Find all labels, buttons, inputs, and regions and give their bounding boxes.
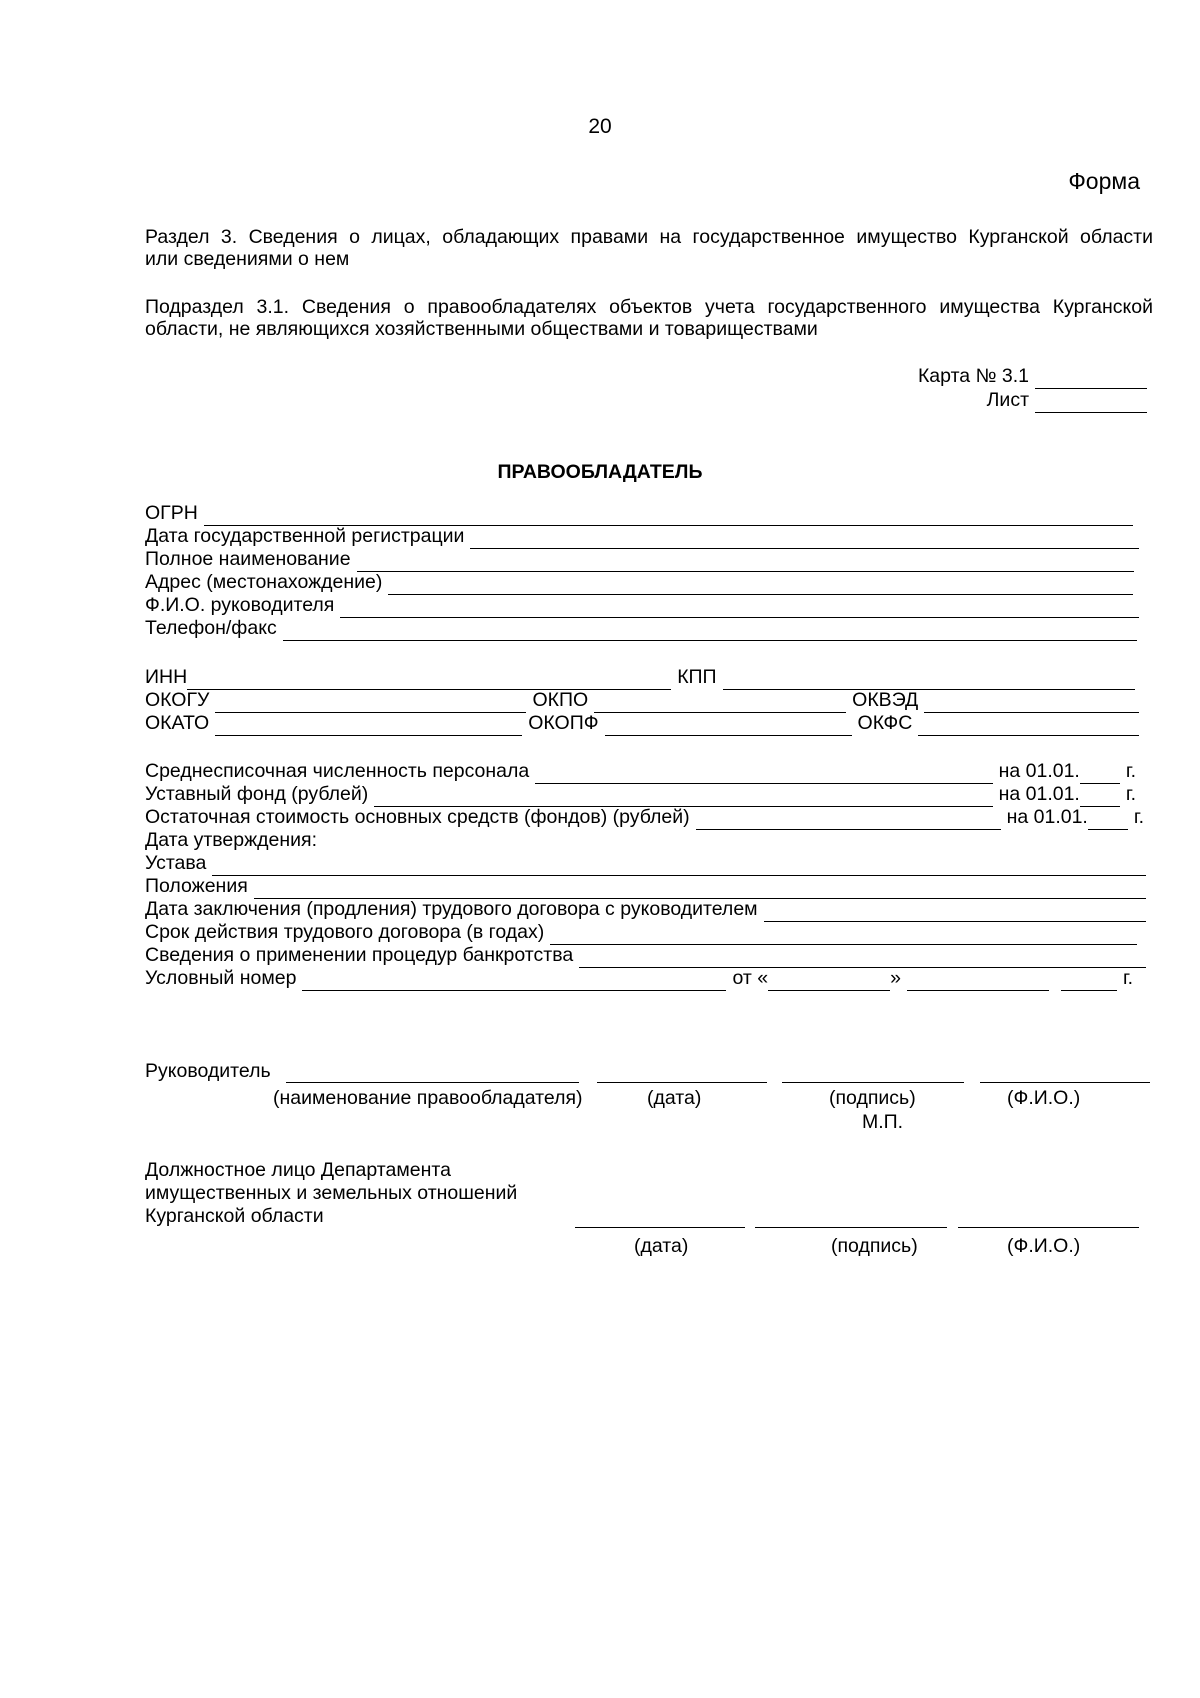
head-signature-caption: (подпись) xyxy=(829,1087,916,1109)
reg-date-label: Дата государственной регистрации xyxy=(145,525,465,547)
official-fio-line[interactable] xyxy=(958,1226,1139,1228)
reg-date-row xyxy=(145,525,1139,549)
staff-year-suffix: г. xyxy=(1125,760,1136,782)
okopf-label: ОКОПФ xyxy=(528,712,599,734)
cond-number-row xyxy=(145,967,1140,991)
bankruptcy-label: Сведения о применении процедур банкротства xyxy=(145,944,574,966)
staff-year-field[interactable] xyxy=(1080,766,1120,784)
capital-year-field[interactable] xyxy=(1080,789,1120,807)
okato-field[interactable] xyxy=(215,718,522,736)
charter-label: Устава xyxy=(145,852,207,874)
residual-year-suffix: г. xyxy=(1133,806,1144,828)
contract-date-label: Дата заключения (продления) трудового договора с руководителем xyxy=(145,898,758,920)
okogu-row xyxy=(145,689,1139,713)
okogu-field[interactable] xyxy=(215,695,526,713)
cond-day-field[interactable] xyxy=(768,973,890,991)
bankruptcy-row xyxy=(145,944,1146,968)
okfs-label: ОКФС xyxy=(857,712,913,734)
card-number-label: Карта № 3.1 xyxy=(917,365,1029,387)
phone-field[interactable] xyxy=(283,623,1137,641)
official-date-line[interactable] xyxy=(575,1226,745,1228)
subsection-heading xyxy=(145,296,1153,340)
head-label: Руководитель xyxy=(145,1060,271,1082)
staff-row xyxy=(145,760,1136,784)
official-fio-caption: (Ф.И.О.) xyxy=(1007,1235,1081,1257)
page-number: 20 xyxy=(588,115,612,138)
inn-kpp-row xyxy=(145,666,1135,690)
contract-term-row xyxy=(145,921,1137,945)
section-heading-line1: Раздел 3. Сведения о лицах, обладающих правами на государственное имущество Курганской области xyxy=(145,226,1153,248)
head-date-line[interactable] xyxy=(597,1081,767,1083)
official-signature-line[interactable] xyxy=(755,1226,947,1228)
stamp-label: М.П. xyxy=(862,1111,904,1133)
okved-field[interactable] xyxy=(924,695,1139,713)
official-label-line2: имущественных и земельных отношений xyxy=(145,1182,518,1204)
subsection-heading-line1: Подраздел 3.1. Сведения о правообладателях объектов учета государственного имущества Курганской xyxy=(145,296,1153,318)
address-row xyxy=(145,571,1133,595)
approval-date-row xyxy=(145,829,1153,853)
residual-date-label: на 01.01. xyxy=(1006,806,1088,828)
head-name-field[interactable] xyxy=(340,600,1139,618)
subsection-heading-line2: области, не являющихся хозяйственными обществами и товариществами xyxy=(145,318,818,340)
kpp-field[interactable] xyxy=(723,672,1135,690)
full-name-label: Полное наименование xyxy=(145,548,351,570)
phone-label: Телефон/факс xyxy=(145,617,277,639)
ogrn-field[interactable] xyxy=(204,508,1133,526)
address-field[interactable] xyxy=(388,577,1133,595)
charter-field[interactable] xyxy=(212,858,1146,876)
full-name-row xyxy=(145,548,1134,572)
phone-row xyxy=(145,617,1137,641)
contract-date-field[interactable] xyxy=(764,904,1146,922)
contract-date-row xyxy=(145,898,1146,922)
cond-number-field[interactable] xyxy=(302,973,726,991)
okpo-label: ОКПО xyxy=(532,689,589,711)
contract-term-field[interactable] xyxy=(550,927,1137,945)
staff-field[interactable] xyxy=(535,766,992,784)
full-name-field[interactable] xyxy=(357,554,1134,572)
okopf-field[interactable] xyxy=(605,718,852,736)
cond-year-suffix: г. xyxy=(1122,967,1134,989)
head-name-label: Ф.И.О. руководителя xyxy=(145,594,335,616)
okogu-label: ОКОГУ xyxy=(145,689,210,711)
head-date-caption: (дата) xyxy=(647,1087,702,1109)
ogrn-label: ОГРН xyxy=(145,502,198,524)
inn-label: ИНН xyxy=(145,666,188,688)
official-label-line1: Должностное лицо Департамента xyxy=(145,1159,451,1181)
regulation-label: Положения xyxy=(145,875,248,897)
okpo-field[interactable] xyxy=(594,695,846,713)
contract-term-label: Срок действия трудового договора (в годах) xyxy=(145,921,545,943)
okato-label: ОКАТО xyxy=(145,712,210,734)
capital-date-label: на 01.01. xyxy=(998,783,1080,805)
address-label: Адрес (местонахождение) xyxy=(145,571,383,593)
quote-close: » xyxy=(890,967,901,989)
capital-row xyxy=(145,783,1136,807)
head-name-row xyxy=(145,594,1139,618)
residual-label: Остаточная стоимость основных средств (фондов) (рублей) xyxy=(145,806,690,828)
from-label: от « xyxy=(732,967,769,989)
okved-label: ОКВЭД xyxy=(852,689,919,711)
residual-year-field[interactable] xyxy=(1088,812,1128,830)
okfs-field[interactable] xyxy=(918,718,1139,736)
capital-label: Уставный фонд (рублей) xyxy=(145,783,369,805)
official-signature-caption: (подпись) xyxy=(831,1235,918,1257)
page-title: ПРАВООБЛАДАТЕЛЬ xyxy=(497,461,703,483)
regulation-field[interactable] xyxy=(254,881,1146,899)
head-fio-line[interactable] xyxy=(980,1081,1150,1083)
residual-row xyxy=(145,806,1144,830)
sheet-label: Лист xyxy=(986,389,1029,411)
capital-year-suffix: г. xyxy=(1125,783,1136,805)
holder-name-caption: (наименование правообладателя) xyxy=(273,1087,583,1109)
cond-number-label: Условный номер xyxy=(145,967,297,989)
residual-field[interactable] xyxy=(696,812,1001,830)
card-number-field[interactable] xyxy=(1035,371,1147,389)
cond-year-field[interactable] xyxy=(1061,973,1117,991)
regulation-row xyxy=(145,875,1146,899)
ogrn-row xyxy=(145,502,1133,526)
reg-date-field[interactable] xyxy=(470,531,1139,549)
bankruptcy-field[interactable] xyxy=(579,950,1146,968)
approval-date-label: Дата утверждения: xyxy=(145,829,318,851)
kpp-label: КПП xyxy=(677,666,717,688)
staff-date-label: на 01.01. xyxy=(998,760,1080,782)
head-fio-caption: (Ф.И.О.) xyxy=(1007,1087,1081,1109)
head-signature-line[interactable] xyxy=(782,1081,964,1083)
form-label: Форма xyxy=(1068,168,1140,194)
official-label-line3: Курганской области xyxy=(145,1205,324,1227)
charter-row xyxy=(145,852,1146,876)
section-heading-line2: или сведениями о нем xyxy=(145,248,350,270)
inn-field[interactable] xyxy=(187,672,671,690)
cond-month-field[interactable] xyxy=(907,973,1049,991)
capital-field[interactable] xyxy=(374,789,992,807)
card-number-row xyxy=(907,365,1147,389)
official-date-caption: (дата) xyxy=(634,1235,689,1257)
holder-name-line[interactable] xyxy=(286,1081,579,1083)
okato-row xyxy=(145,712,1139,736)
sheet-row xyxy=(907,389,1147,413)
sheet-field[interactable] xyxy=(1035,395,1147,413)
section-heading xyxy=(145,226,1153,270)
staff-label: Среднесписочная численность персонала xyxy=(145,760,530,782)
